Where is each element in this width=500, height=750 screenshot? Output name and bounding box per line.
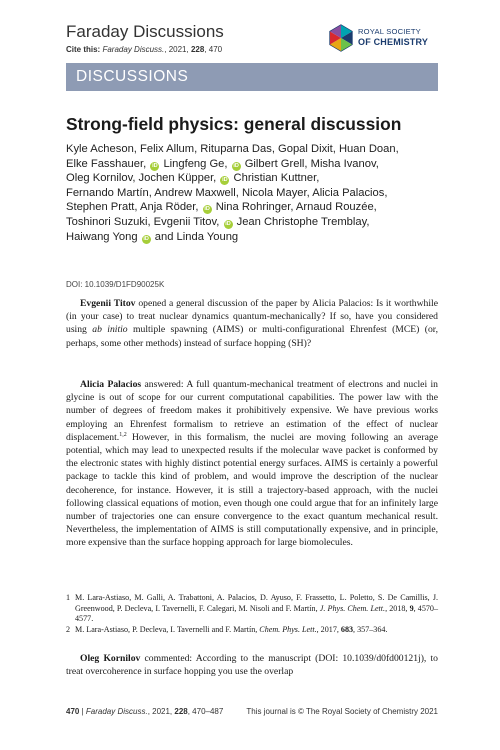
speaker-name: Evgenii Titov (80, 298, 136, 309)
footer-volume: 228 (174, 707, 188, 716)
authors-segment: Gilbert Grell, Misha Ivanov, (244, 157, 379, 170)
reference-journal: Chem. Phys. Lett. (259, 624, 317, 634)
authors-segment: Oleg Kornilov, Jochen Küpper, (66, 172, 217, 185)
authors-segment: Toshinori Suzuki, Evgenii Titov, (66, 215, 220, 228)
orcid-icon[interactable]: iD (143, 235, 149, 242)
author-list (66, 142, 441, 244)
footer-separator: | (79, 707, 86, 716)
paragraph-text: answered: A full quantum-mechanical treatment of electrons and nuclei in glycine is out of scope for our current computational capabilities. The power law with the number of degrees of freedom makes it prohibitively expensive. We have previous works employing an Ehrenfest formalism to retrieve an estimation of the effect of nuclear displacement. (66, 379, 438, 443)
cite-year: , 2021, (164, 45, 191, 54)
authors-segment: Fernando Martín, Andrew Maxwell, Nicola Mayer, Alicia Palacios, (66, 186, 388, 199)
reference-item (66, 625, 438, 636)
authors-segment: Jean Christophe Tremblay, (236, 215, 370, 228)
citation-superscript[interactable]: 1,2 (119, 431, 127, 438)
cite-pages: , 470 (204, 45, 223, 54)
journal-title: Faraday Discussions (66, 22, 224, 41)
footer-pages: , 470–487 (187, 707, 224, 716)
paragraph-text: multiple spawning (AIMS) or multi-configurational Ehrenfest (MCE) (or, perhaps, some other methods) instead of surface hopping (SH)? (66, 324, 439, 349)
section-banner-label: DISCUSSIONS (76, 68, 189, 85)
reference-number: 1 (66, 593, 71, 602)
reference-list (66, 593, 438, 635)
cite-volume: 228 (190, 45, 205, 54)
orcid-icon[interactable]: iD (233, 162, 239, 169)
paragraph (66, 378, 438, 550)
reference-authors: M. Lara-Astiaso, M. Galli, A. Trabattoni, A. Palacios, D. Ayuso, F. Frassetto, L. Poletto, S. De Camillis, J. Greenwood, P. Decleva, I. Tavernelli, F. Calegari, M. Nisoli and F. Martín, (75, 593, 438, 613)
footer-copyright: This journal is © The Royal Society of Chemistry 2021 (246, 707, 438, 716)
authors-segment: Nina Rohringer, Arnaud Rouzée, (215, 201, 377, 214)
paragraph-text: opened a general discussion of the paper by Alicia Palacios: Is it worthwhile (in your case) to treat nuclear dynamics quantum-mechanically? If so, have you considered using (66, 298, 438, 336)
authors-segment: Kyle Acheson, Felix Allum, Rituparna Das, Gopal Dixit, Huan Doan, (66, 143, 399, 155)
rsc-hexagon-logo-icon (328, 24, 354, 52)
emphasis-text: ab initio (92, 324, 128, 336)
reference-authors: M. Lara-Astiaso, P. Decleva, I. Tavernelli and F. Martín, (75, 624, 260, 634)
footer-citation (66, 707, 223, 716)
reference-journal: J. Phys. Chem. Lett. (319, 603, 386, 613)
cite-journal: Faraday Discuss. (102, 45, 165, 54)
publisher-logo (328, 24, 448, 52)
page-number: 470 (66, 707, 80, 716)
footer-year: , 2021, (147, 707, 175, 716)
paper-title: Strong-field physics: general discussion (66, 114, 402, 134)
reference-year: , 2017, (316, 624, 341, 634)
orcid-icon[interactable]: iD (222, 177, 228, 184)
publisher-line-2: OF CHEMISTRY (358, 36, 429, 47)
reference-volume: 9 (409, 603, 414, 613)
paragraph (66, 297, 438, 350)
paragraph-text: commented: According to the manuscript (DOI: 10.1039/d0fd00121j), to treat overcoherence in surface hopping you use the overlap (66, 653, 438, 678)
reference-pages: , 357–364. (353, 624, 388, 634)
reference-item (66, 593, 438, 625)
doi[interactable]: DOI: 10.1039/D1FD90025K (66, 280, 165, 289)
citation-line (66, 45, 222, 54)
speaker-name: Alicia Palacios (80, 379, 142, 390)
speaker-name: Oleg Kornilov (80, 653, 141, 664)
authors-segment: Lingfeng Ge, (163, 157, 228, 170)
orcid-icon[interactable]: iD (152, 162, 158, 169)
reference-pages: , 4570–4577. (75, 603, 438, 624)
authors-segment: Christian Kuttner, (233, 172, 320, 185)
paragraph-text: However, in this formalism, the nuclei are moving following an average potential, which may lead to unexpected results if the molecular wave packet is conformed by the electronic states with highly distinct potential energy surfaces. AIMS is certainly a powerful package to tackle this kind of problem, and would improve the description of the nuclear decoherence, for instance. However, it is still a trajectory-based approach, with the nuclei following classical equations of motion, even though one could argue that for an infinitely large number of trajectories one can ensure convergence to the exact quantum mechanical result. Nevertheless, the implementation of AIMS is still computationally expensive, and in principle, more expensive than the surface hopping approach for large biomolecules. (66, 431, 438, 549)
orcid-icon[interactable]: iD (225, 220, 231, 227)
orcid-icon[interactable]: iD (204, 206, 210, 213)
section-banner (66, 63, 438, 91)
authors-segment: and Linda Young (154, 230, 239, 243)
reference-volume: 683 (340, 624, 354, 634)
reference-number: 2 (66, 624, 71, 634)
publisher-line-1: ROYAL SOCIETY (358, 27, 421, 36)
authors-segment: Stephen Pratt, Anja Röder, (66, 201, 199, 214)
paragraph (66, 652, 438, 678)
authors-segment: Haiwang Yong (66, 230, 138, 243)
publisher-name (358, 28, 428, 47)
authors-segment: Elke Fasshauer, (66, 157, 147, 170)
cite-label: Cite this: (66, 45, 101, 54)
footer-journal: Faraday Discuss. (85, 707, 148, 716)
reference-year: , 2018, (385, 603, 410, 613)
